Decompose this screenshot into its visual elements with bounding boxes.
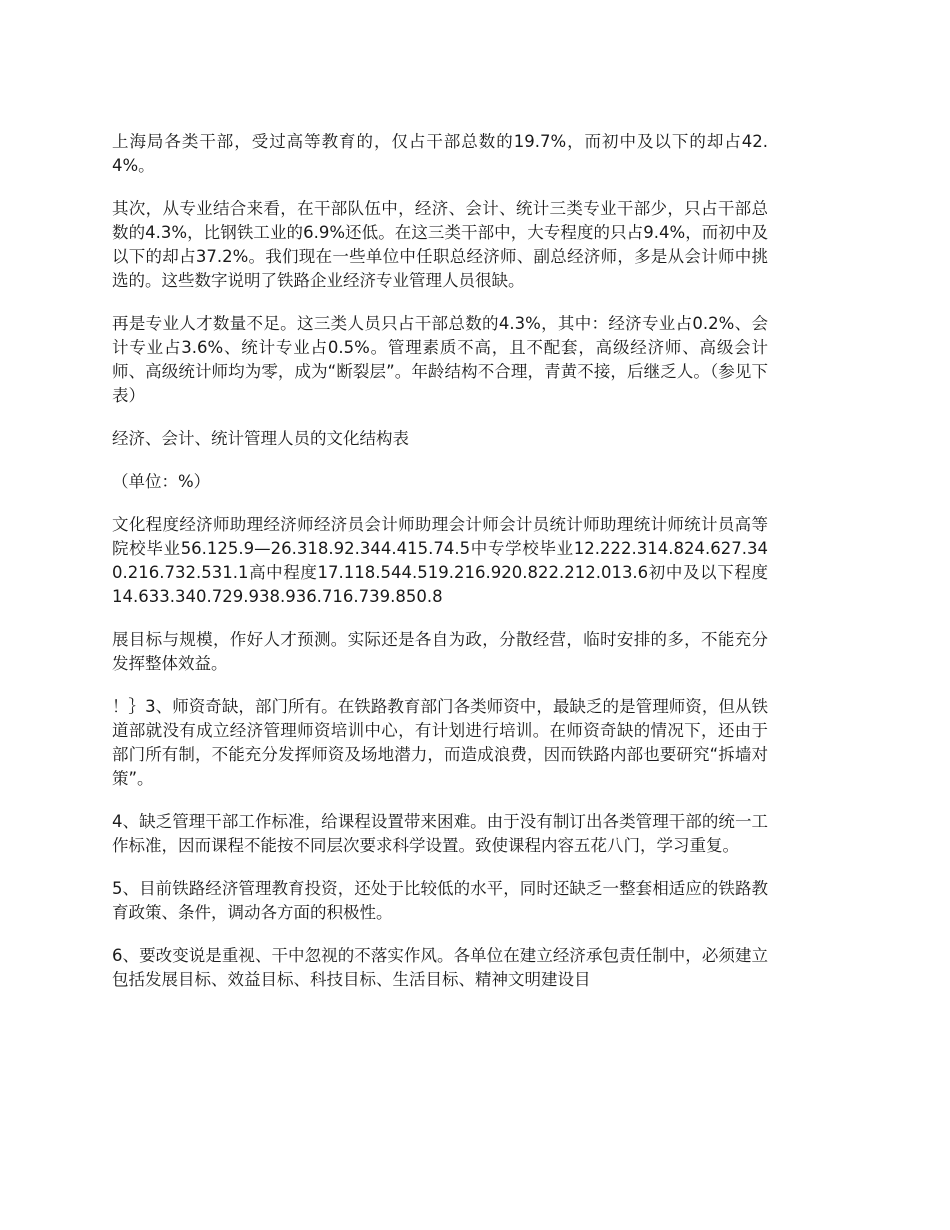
paragraph-talent-shortage: 再是专业人才数量不足。这三类人员只占干部总数的4.3%，其中：经济专业占0.2%、会计专业占3.6%、统计专业占0.5%。管理素质不高，且不配套，高级经济师、高级会计师、高级统计师均为零，成为“断裂层”。年龄结构不合理，青黄不接，后继乏人。（参见下表）: [112, 314, 768, 405]
paragraph-investment: 5、目前铁路经济管理教育投资，还处于比较低的水平，同时还缺乏一整套相适应的铁路教育政策、条件，调动各方面的积极性。: [112, 879, 768, 922]
paragraph-teacher-shortage: ！｝3、师资奇缺，部门所有。在铁路教育部门各类师资中，最缺乏的是管理师资，但从铁道部就没有成立经济管理师资培训中心，有计划进行培训。在师资奇缺的情况下，还由于部门所有制，不能充分发挥师资及场地潜力，而造成浪费，因而铁路内部也要研究“拆墙对策”。: [112, 697, 768, 788]
table-unit: （单位：%）: [112, 472, 211, 491]
table-content: 文化程度经济师助理经济师经济员会计师助理会计师会计员统计师助理统计师统计员高等院校毕业56.125.9—26.318.92.344.415.74.5中专学校毕业12.222.314.824.627.340.216.732.531.1高中程度17.118.544.519.216.920.822.212.013.6初中及以下程度14.633.340.729.938.936.716.739.850.8: [112, 515, 768, 606]
paragraph-work-standards: 4、缺乏管理干部工作标准，给课程设置带来困难。由于没有制订出各类管理干部的统一工作标准，因而课程不能按不同层次要求科学设置。致使课程内容五花八门，学习重复。: [112, 812, 768, 855]
paragraph-professional-structure: 其次，从专业结合来看，在干部队伍中，经济、会计、统计三类专业干部少，只占干部总数的4.3%，比钢铁工业的6.9%还低。在这三类干部中，大专程度的只占9.4%，而初中及以下的却占37.2%。我们现在一些单位中任职总经济师、副总经济师，多是从会计师中挑选的。这些数字说明了铁路企业经济专业管理人员很缺。: [112, 199, 768, 290]
paragraph-development-goals: 展目标与规模，作好人才预测。实际还是各自为政，分散经营，临时安排的多，不能充分发挥整体效益。: [112, 630, 768, 673]
document-page: [112, 130, 768, 1011]
paragraph-work-style: 6、要改变说是重视、干中忽视的不落实作风。各单位在建立经济承包责任制中，必须建立包括发展目标、效益目标、科技目标、生活目标、精神文明建设目: [112, 946, 768, 989]
table-title: 经济、会计、统计管理人员的文化结构表: [112, 429, 409, 448]
paragraph-cadre-education: 上海局各类干部，受过高等教育的，仅占干部总数的19.7%，而初中及以下的却占42.4%。: [112, 132, 768, 175]
